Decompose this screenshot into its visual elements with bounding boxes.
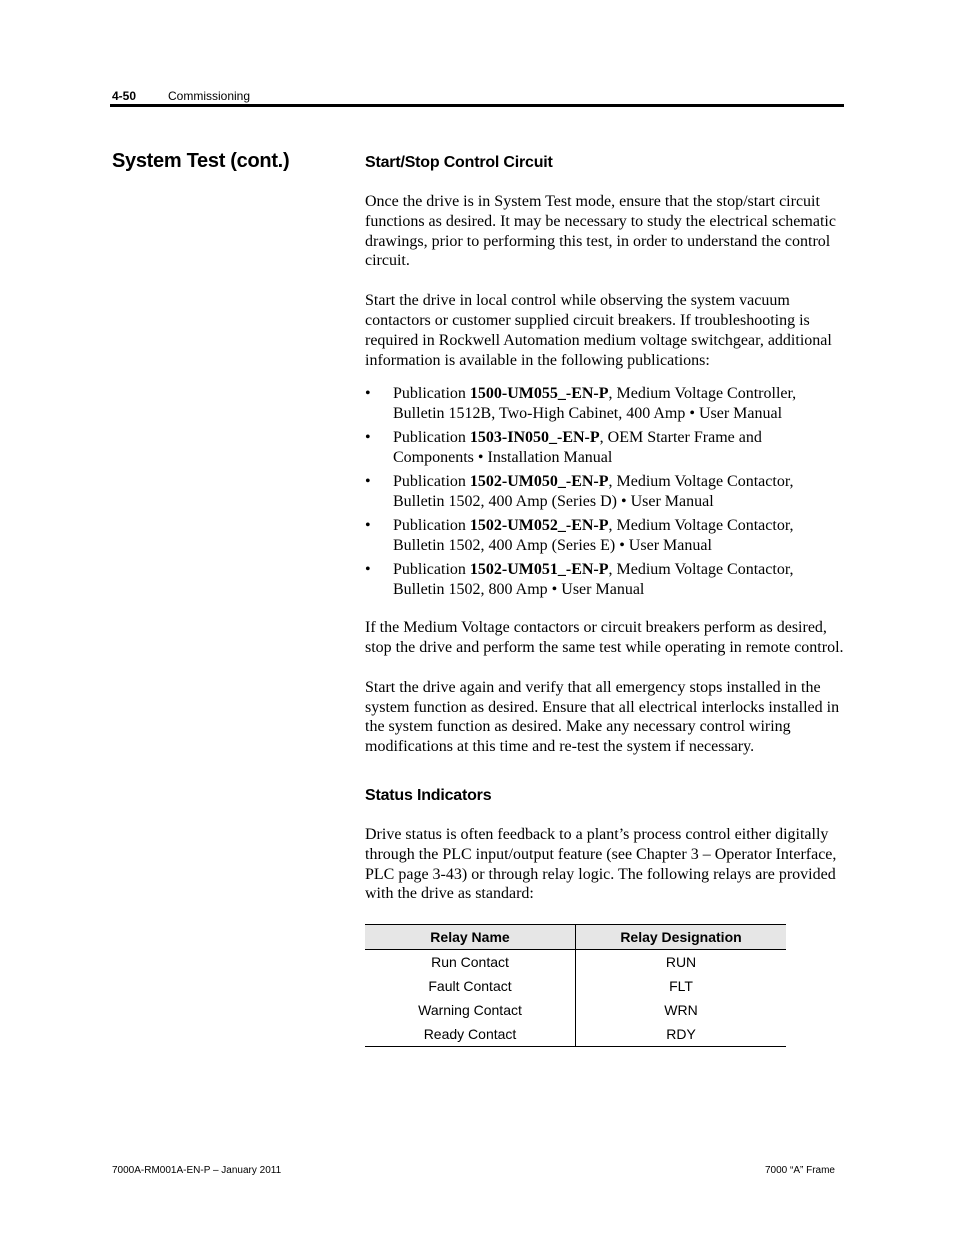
relay-name-cell: Run Contact bbox=[365, 950, 576, 975]
footer-publication-id: 7000A-RM001A-EN-P – January 2011 bbox=[112, 1165, 282, 1176]
relay-name-cell: Fault Contact bbox=[365, 974, 576, 998]
bullet: • bbox=[365, 429, 371, 447]
publication-item: • Publication 1502-UM051_-EN-P, Medium Voltage Contactor, Bulletin 1502, 800 Amp • User Manual bbox=[365, 561, 794, 599]
status-indicators-heading: Status Indicators bbox=[365, 787, 492, 805]
publication-code: 1503-IN050_-EN-P bbox=[469, 429, 600, 447]
table-row bbox=[365, 974, 786, 998]
publication-item: • Publication 1502-UM050_-EN-P, Medium Voltage Contactor, Bulletin 1502, 400 Amp (Series D) • User Manual bbox=[365, 473, 794, 511]
publication-item: • Publication 1500-UM055_-EN-P, Medium Voltage Controller, Bulletin 1512B, Two-High Cabinet, 400 Amp • User Manual bbox=[365, 385, 797, 423]
bullet: • bbox=[365, 385, 371, 403]
side-title: System Test (cont.) bbox=[112, 150, 290, 172]
paragraph: Start the drive in local control while observing the system vacuum contactors or customer supplied circuit breakers. If troubleshooting is required in Rockwell Automation medium voltage switchgear, additional information is available in the following publications: bbox=[365, 292, 832, 369]
table-row bbox=[365, 1022, 786, 1047]
relay-designation-cell: RUN bbox=[665, 954, 697, 971]
header-rule bbox=[110, 104, 844, 107]
publication-code: 1502-UM050_-EN-P bbox=[469, 473, 609, 491]
relay-designation-cell: WRN bbox=[664, 1002, 698, 1019]
footer-product-name: 7000 “A” Frame bbox=[764, 1165, 835, 1176]
paragraph: If the Medium Voltage contactors or circuit breakers perform as desired, stop the drive and perform the same test while operating in remote control. bbox=[365, 619, 844, 657]
relay-table bbox=[365, 924, 786, 1047]
header-page-number: 4-50 bbox=[112, 89, 137, 103]
start-stop-heading: Start/Stop Control Circuit bbox=[365, 154, 553, 171]
table-row bbox=[365, 950, 786, 975]
relay-name-cell: Warning Contact bbox=[365, 998, 576, 1022]
publication-list bbox=[365, 384, 845, 600]
publication-item: • Publication 1503-IN050_-EN-P, OEM Starter Frame and Components • Installation Manual bbox=[365, 429, 762, 467]
paragraph: Start the drive again and verify that all emergency stops installed in the system function as desired. Ensure that all electrical interlocks installed in the system function as desired. Make any necessary control wiring modifications at this time and re-test the system if necessary. bbox=[365, 678, 840, 756]
paragraph: Drive status is often feedback to a plant’s process control either digitally through the PLC input/output feature (see Chapter 3 – Operator Interface, PLC page 3-43) or through relay logic. The following relays are provided with the drive as standard: bbox=[365, 826, 837, 903]
column-header: Relay Designation bbox=[576, 925, 787, 950]
publication-item: • Publication 1502-UM052_-EN-P, Medium Voltage Contactor, Bulletin 1502, 400 Amp (Series E) • User Manual bbox=[365, 517, 794, 555]
header-section-title: Commissioning bbox=[168, 89, 251, 103]
publication-code: 1502-UM052_-EN-P bbox=[469, 517, 609, 535]
column-header: Relay Name bbox=[365, 925, 576, 950]
table-row bbox=[365, 998, 786, 1022]
paragraph: Once the drive is in System Test mode, ensure that the stop/start circuit functions as desired. It may be necessary to study the electrical schematic drawings, prior to performing this test, in order to understand the control circuit. bbox=[365, 193, 836, 270]
relay-designation-cell: FLT bbox=[669, 978, 693, 995]
bullet: • bbox=[365, 561, 371, 579]
bullet: • bbox=[365, 517, 371, 535]
relay-designation-cell: RDY bbox=[576, 1022, 787, 1047]
publication-code: 1500-UM055_-EN-P bbox=[469, 385, 609, 403]
table-header-row bbox=[365, 925, 786, 950]
main-content bbox=[365, 154, 845, 1047]
publication-code: 1502-UM051_-EN-P bbox=[469, 561, 609, 579]
relay-name-cell: Ready Contact bbox=[365, 1022, 576, 1047]
bullet: • bbox=[365, 473, 371, 491]
